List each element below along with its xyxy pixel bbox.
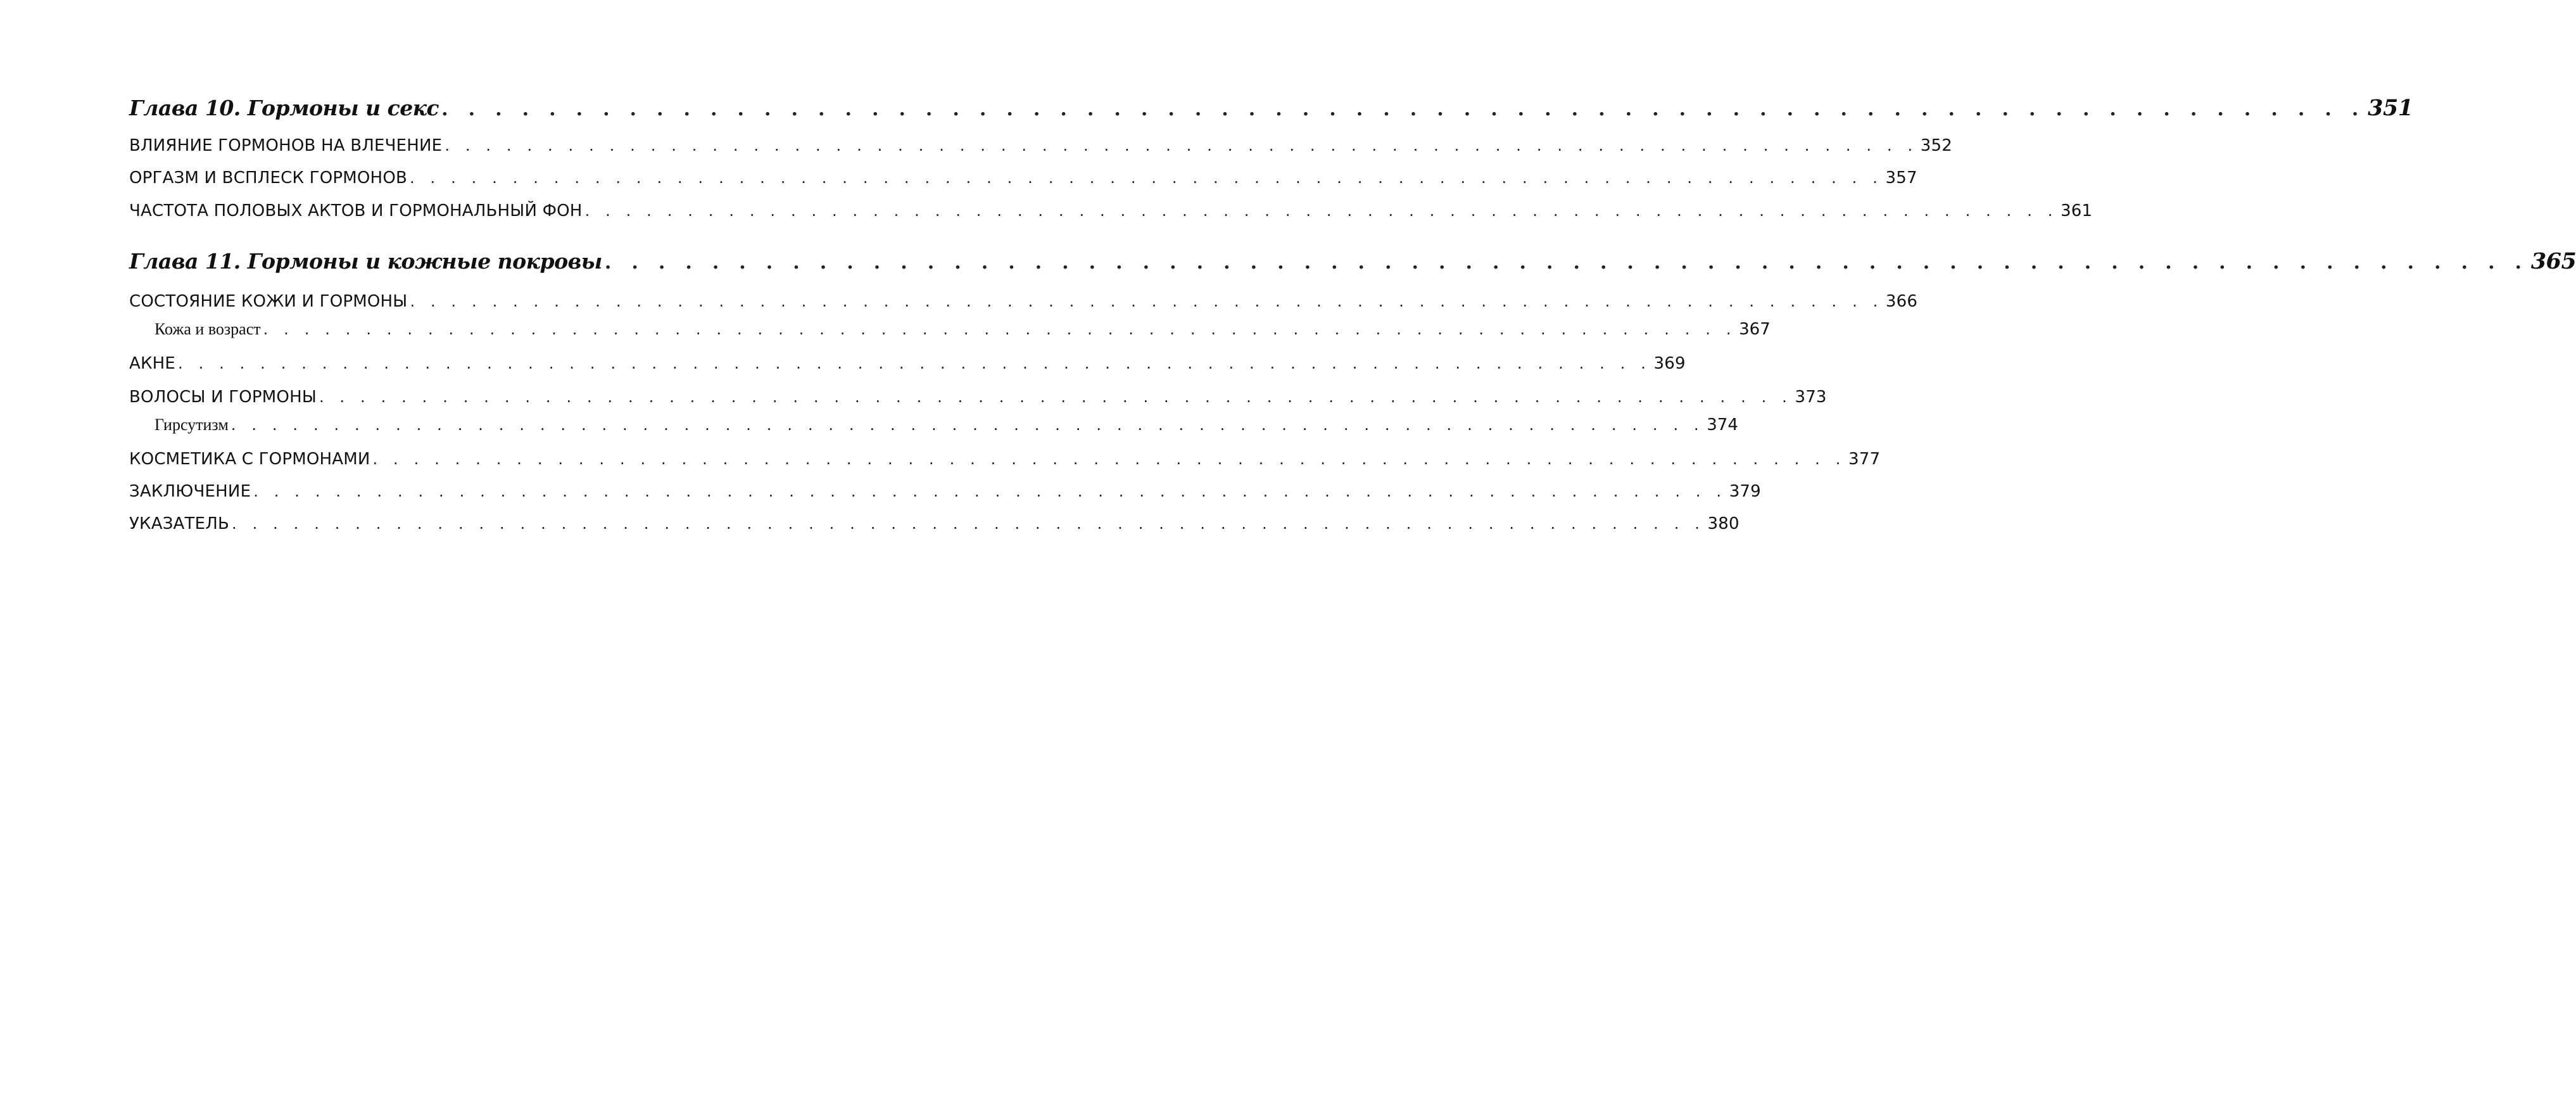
page-number: 380 [1707,514,1739,533]
dot-leader: . . . . . . . . . . . . . . . . . . . . . . . . . . . . . . . . . . . . . . . . . . . . . . . . . . . . . . . . . . . . . . . . . . . . . . . . [445,137,1918,155]
dot-leader: . . . . . . . . . . . . . . . . . . . . . . . . . . . . . . . . . . . . . . . . . . . . . . . . . . . . . . . . . . . . . . . . . . . . . . . . [584,202,2059,220]
dot-leader: . . . . . . . . . . . . . . . . . . . . . . . . . . . . . . . . . . . . . . . . . . . . . . . . . . . . . . . . . . . . . . . . . . . . . . . . [372,450,1846,468]
dot-leader: . . . . . . . . . . . . . . . . . . . . . . . . . . . . . . . . . . . . . . . . . . . . . . . . . . . . . . . . . . . . . . . . . . . . . . . . [178,355,1651,372]
toc-section [129,292,1918,311]
page-number: 373 [1795,388,1827,407]
page-number: 374 [1707,415,1738,434]
page-number: 366 [1885,292,1918,311]
page-number: 351 [2368,95,2413,121]
page-number: 379 [1729,482,1761,501]
section-title: ЧАСТОТА ПОЛОВЫХ АКТОВ И ГОРМОНАЛЬНЫЙ ФОН [129,201,583,220]
page-number: 357 [1885,168,1917,187]
dot-leader: . . . . . . . . . . . . . . . . . . . . . . . . . . . . . . . . . . . . . . . . . . . . . . . . . . . . . . . . . . . . . . . . . . . . . . . . [410,169,1883,187]
dot-leader: . . . . . . . . . . . . . . . . . . . . . . . . . . . . . . . . . . . . . . . . . . . . . . . . . . . . . . . . . . . . . . . . . . . . . . . . [441,98,2366,120]
page-number: 367 [1739,320,1771,339]
dot-leader: . . . . . . . . . . . . . . . . . . . . . . . . . . . . . . . . . . . . . . . . . . . . . . . . . . . . . . . . . . . . . . . . . . . . . . . . [230,416,1705,434]
toc-section [129,168,1917,187]
page-number: 361 [2061,201,2093,220]
section-title: ВОЛОСЫ И ГОРМОНЫ [129,388,317,407]
toc-section [129,201,2093,220]
toc-section [129,354,1686,373]
page-number: 377 [1848,450,1881,469]
section-title: СОСТОЯНИЕ КОЖИ И ГОРМОНЫ [129,292,408,311]
toc-chapter-11 [129,248,2576,274]
section-title: ЗАКЛЮЧЕНИЕ [129,482,251,501]
dot-leader: . . . . . . . . . . . . . . . . . . . . . . . . . . . . . . . . . . . . . . . . . . . . . . . . . . . . . . . . . . . . . . . . . . . . . . . . [319,388,1793,406]
toc-subsection [129,415,1738,434]
page-number: 369 [1653,354,1686,373]
chapter-title: Глава 11. Гормоны и кожные покровы [129,249,602,274]
toc-section [129,514,1739,533]
dot-leader: . . . . . . . . . . . . . . . . . . . . . . . . . . . . . . . . . . . . . . . . . . . . . . . . . . . . . . . . . . . . . . . . . . . . . . . . [410,293,1883,310]
page-number: 352 [1920,136,1953,155]
toc-subsection [129,320,1771,339]
section-title: АКНЕ [129,354,176,373]
subsection-title: Кожа и возраст [155,320,261,338]
page-number: 365 [2530,248,2576,274]
dot-leader: . . . . . . . . . . . . . . . . . . . . . . . . . . . . . . . . . . . . . . . . . . . . . . . . . . . . . . . . . . . . . . . . . . . . . . . . [263,320,1737,338]
section-title: УКАЗАТЕЛЬ [129,514,230,533]
section-title: ОРГАЗМ И ВСПЛЕСК ГОРМОНОВ [129,168,408,187]
section-title: ВЛИЯНИЕ ГОРМОНОВ НА ВЛЕЧЕНИЕ [129,136,443,155]
subsection-title: Гирсутизм [155,415,229,434]
toc-section [129,482,1761,501]
toc-chapter-10 [129,95,2413,121]
toc-section [129,450,1881,469]
dot-leader: . . . . . . . . . . . . . . . . . . . . . . . . . . . . . . . . . . . . . . . . . . . . . . . . . . . . . . . . . . . . . . . . . . . . . . . . [232,515,1705,533]
toc-section [129,388,1827,407]
section-title: КОСМЕТИКА С ГОРМОНАМИ [129,450,370,469]
toc-section [129,136,1953,155]
chapter-title: Глава 10. Гормоны и секс [129,96,439,120]
dot-leader: . . . . . . . . . . . . . . . . . . . . . . . . . . . . . . . . . . . . . . . . . . . . . . . . . . . . . . . . . . . . . . . . . . . . . . . . [253,483,1727,500]
dot-leader: . . . . . . . . . . . . . . . . . . . . . . . . . . . . . . . . . . . . . . . . . . . . . . . . . . . . . . . . . . . . . . . . . . . . . . . . [604,251,2529,274]
